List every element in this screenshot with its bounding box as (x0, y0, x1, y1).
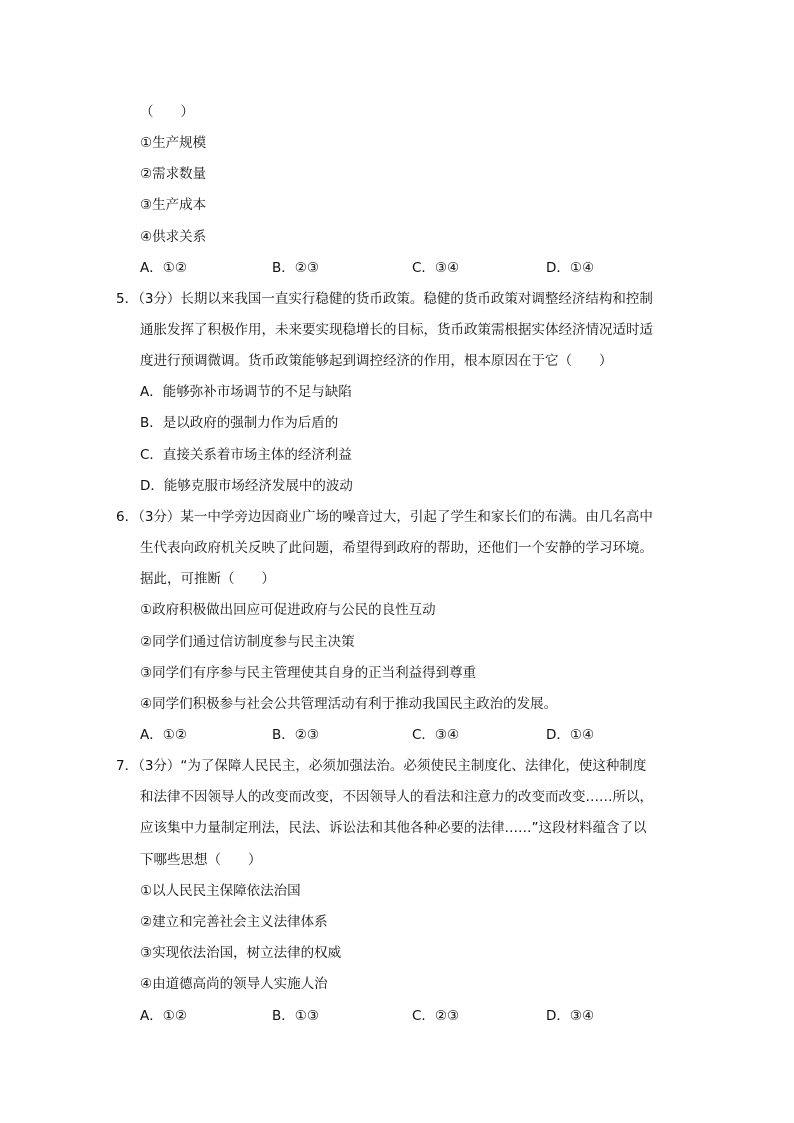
q4-option-c: C．③④ (412, 260, 460, 276)
q4-option-a: A．①② (140, 260, 187, 276)
q7-item-4: ④由道德高尚的领导人实施人治 (140, 976, 328, 992)
q7-item-3: ③实现依法治国，树立法律的权威 (140, 945, 342, 961)
q4-item-3: ③生产成本 (140, 197, 207, 213)
q6-stem-line-3: 据此，可推断（ ） (140, 571, 275, 587)
q6-stem-line-2: 生代表向政府机关反映了此问题，希望得到政府的帮助，还他们一个安静的学习环境。 (140, 540, 653, 556)
q5-option-c: C．直接关系着市场主体的经济利益 (140, 447, 352, 463)
q5-option-b: B．是以政府的强制力作为后盾的 (140, 415, 339, 431)
q7-item-2: ②建立和完善社会主义法律体系 (140, 914, 328, 930)
q7-options (140, 1006, 700, 1026)
q6-option-a: A．①② (140, 727, 187, 743)
q6-stem-line-1: 6．（3分）某一中学旁边因商业广场的噪音过大，引起了学生和家长们的布满。由几名高中 (116, 509, 653, 525)
q7-option-b: B．①③ (272, 1008, 319, 1024)
q7-stem-line-1: 7．（3分）“为了保障人民民主，必须加强法治。必须使民主制度化、法律化，使这种制度 (116, 758, 647, 774)
q7-option-d: D．③④ (546, 1008, 595, 1024)
q4-answer-paren: （ ） (140, 104, 194, 120)
q6-options (140, 725, 700, 745)
q5-stem-line-2: 通胀发挥了积极作用，未来要实现稳增长的目标，货币政策需根据实体经济情况适时适 (140, 322, 653, 338)
q4-item-1: ①生产规模 (140, 135, 207, 151)
q5-option-d: D．能够克服市场经济发展中的波动 (140, 478, 353, 494)
q6-item-3: ③同学们有序参与民主管理使其自身的正当利益得到尊重 (140, 665, 477, 681)
q7-stem-line-3: 应该集中力量制定刑法，民法、诉讼法和其他各种必要的法律……”这段材料蕴含了以 (140, 820, 647, 836)
q6-option-b: B．②③ (272, 727, 319, 743)
q7-stem-line-2: 和法律不因领导人的改变而改变，不因领导人的看法和注意力的改变而改变……所以， (140, 789, 653, 805)
q6-item-1: ①政府积极做出回应可促进政府与公民的良性互动 (140, 602, 436, 618)
q5-stem-line-1: 5．（3分）长期以来我国一直实行稳健的货币政策。稳健的货币政策对调整经济结构和控制 (116, 291, 653, 307)
q7-stem-line-4: 下哪些思想（ ） (140, 852, 262, 868)
q5-stem-line-3: 度进行预调微调。货币政策能够起到调控经济的作用，根本原因在于它（ ） (140, 353, 613, 369)
q7-option-c: C．②③ (412, 1008, 460, 1024)
q4-option-b: B．②③ (272, 260, 319, 276)
q4-option-d: D．①④ (546, 260, 595, 276)
q6-option-d: D．①④ (546, 727, 595, 743)
q6-item-2: ②同学们通过信访制度参与民主决策 (140, 634, 355, 650)
q7-item-1: ①以人民民主保障依法治国 (140, 883, 301, 899)
q5-option-a: A．能够弥补市场调节的不足与缺陷 (140, 384, 352, 400)
q4-options (140, 258, 700, 278)
q4-item-2: ②需求数量 (140, 166, 207, 182)
q4-item-4: ④供求关系 (140, 229, 207, 245)
q7-option-a: A．①② (140, 1008, 187, 1024)
q6-item-4: ④同学们积极参与社会公共管理活动有利于推动我国民主政治的发展。 (140, 696, 558, 712)
q6-option-c: C．③④ (412, 727, 460, 743)
